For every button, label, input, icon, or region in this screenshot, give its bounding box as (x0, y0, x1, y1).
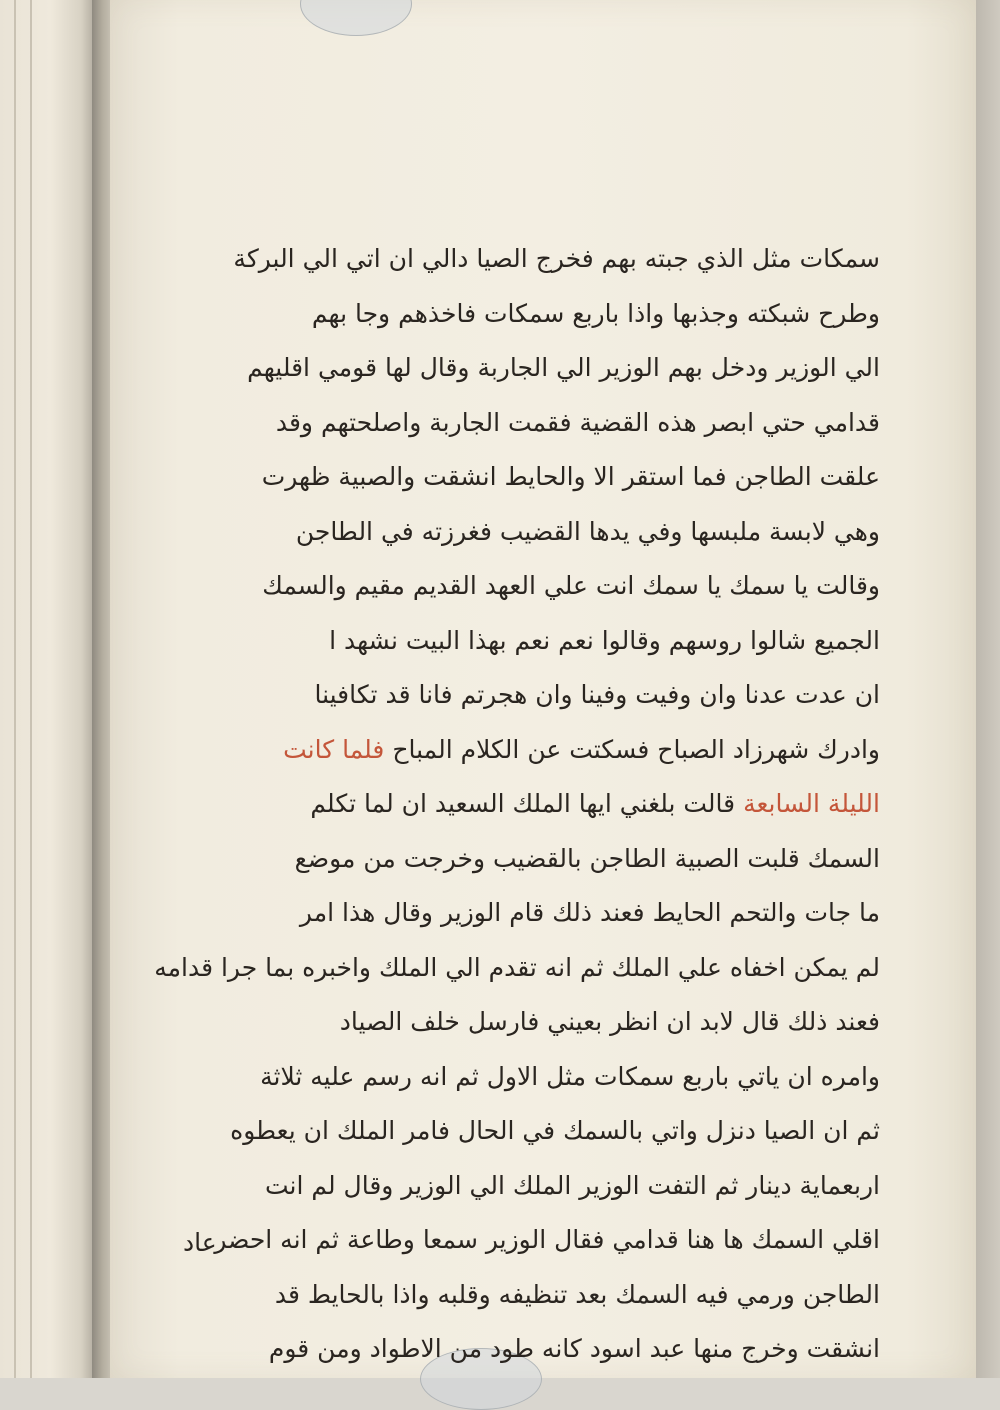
manuscript-line (120, 614, 880, 669)
line-text: الجميع شالوا روسهم وقالوا نعم نعم بهذا البيت نشهد ا (329, 625, 880, 655)
line-text: وامره ان ياتي باربع سمكات مثل الاول ثم انه رسم عليه ثلاثة (260, 1061, 880, 1091)
manuscript-line (120, 396, 880, 451)
manuscript-line (120, 1322, 880, 1377)
rubric-heading: الليلة السابعة (743, 789, 880, 818)
manuscript-line (120, 341, 880, 396)
line-text: سمكات مثل الذي جبته بهم فخرج الصيا دالي ان اتي الي البركة (233, 244, 880, 273)
manuscript-line (120, 1213, 880, 1268)
manuscript-line (120, 287, 880, 342)
line-text: الطاجن ورمي فيه السمك بعد تنظيفه وقلبه واذا بالحايط قد (274, 1279, 880, 1309)
line-text: الي الوزير ودخل بهم الوزير الي الجاربة وقال لها قومي اقليهم (247, 353, 880, 382)
manuscript-line (120, 777, 880, 832)
line-text: قالت بلغني ايها الملك السعيد ان لما تكلم (310, 789, 736, 818)
line-text: وقالت يا سمك يا سمك انت علي العهد القديم مقيم والسمك (262, 571, 880, 600)
line-text: السمك قلبت الصبية الطاجن بالقضيب وخرجت من موضع (294, 843, 880, 873)
previous-page-edge (0, 0, 92, 1378)
manuscript-line (120, 832, 880, 887)
manuscript-line (120, 668, 880, 723)
line-text: اقلي السمك ها هنا قدامي فقال الوزير سمعا وطاعة ثم انه احضر (214, 1225, 880, 1254)
line-text: فعند ذلك قال لابد ان انظر بعيني فارسل خلف الصياد (339, 1007, 880, 1036)
manuscript-line (120, 505, 880, 560)
catchword: عاد (183, 1228, 217, 1257)
line-text: انشقت وخرج منها عبد اسود كانه طود من الاطواد ومن قوم (268, 1334, 880, 1363)
line-text: لم يمكن اخفاه علي الملك ثم انه تقدم الي الملك واخبره بما جرا قدامه (154, 952, 880, 982)
manuscript-line (120, 995, 880, 1050)
line-text: ما جات والتحم الحايط فعند ذلك قام الوزير وقال هذا امر (299, 898, 880, 927)
line-text: علقت الطاجن فما استقر الا والحايط انشقت والصبية ظهرت (261, 462, 880, 491)
manuscript-line (120, 886, 880, 941)
rubric-heading: فلما كانت (283, 734, 385, 764)
manuscript-line (120, 450, 880, 505)
manuscript-line (120, 232, 880, 287)
page-right-edge (976, 0, 1000, 1378)
line-text: ان عدت عدنا وان وفيت وفينا وان هجرتم فانا قد تكافينا (314, 680, 880, 709)
manuscript-line (120, 723, 880, 778)
manuscript-text-block (120, 232, 880, 1377)
manuscript-line (120, 1104, 880, 1159)
manuscript-line (120, 1050, 880, 1105)
line-text: اربعماية دينار ثم التفت الوزير الملك الي الوزير وقال لم انت (264, 1170, 880, 1200)
line-text: قدامي حتي ابصر هذه القضية فقمت الجاربة واصلحتهم وقد (275, 407, 880, 437)
line-text: وادرك شهرزاد الصباح فسكتت عن الكلام المباح (392, 734, 880, 764)
manuscript-line (120, 1159, 880, 1214)
line-text: ثم ان الصيا دنزل واتي بالسمك في الحال فامر الملك ان يعطوه (230, 1116, 880, 1145)
line-text: وطرح شبكته وجذبها واذا باربع سمكات فاخذهم وجا بهم (311, 298, 880, 328)
manuscript-line (120, 559, 880, 614)
manuscript-line (120, 1268, 880, 1323)
manuscript-line (120, 941, 880, 996)
line-text: وهي لابسة ملبسها وفي يدها القضيب فغرزته في الطاجن (295, 516, 880, 546)
